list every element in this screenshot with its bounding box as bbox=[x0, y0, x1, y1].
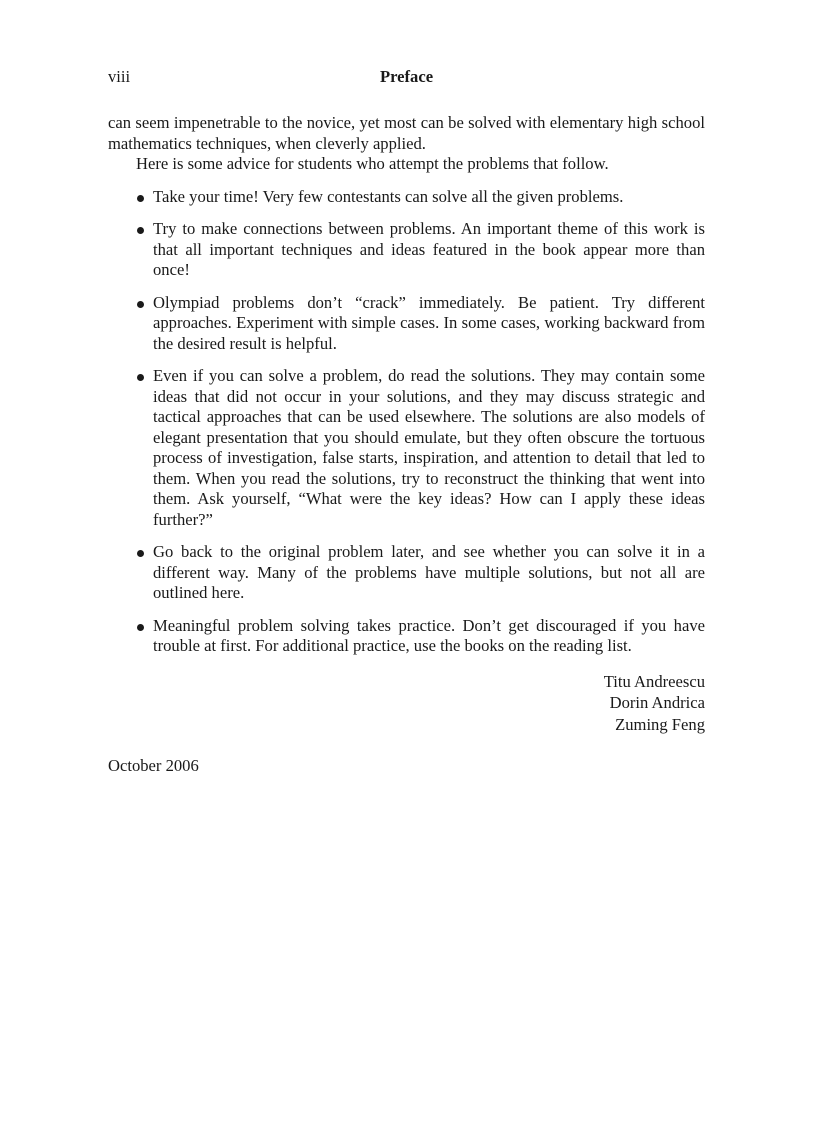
bullet-icon bbox=[137, 195, 144, 202]
advice-lead-paragraph: Here is some advice for students who attempt the problems that follow. bbox=[136, 154, 609, 173]
page-number: viii bbox=[108, 67, 131, 86]
advice-item bbox=[108, 187, 705, 208]
author-name: Titu Andreescu bbox=[603, 671, 705, 691]
bullet-icon bbox=[137, 374, 144, 381]
intro-continuation-paragraph: can seem impenetrable to the novice, yet most can be solved with elementary high school mathematics techniques, when cleverly applied. bbox=[108, 113, 705, 153]
advice-text: Meaningful problem solving takes practice. Don’t get discouraged if you have trouble at first. For additional practice, use the books on the reading list. bbox=[153, 615, 705, 655]
author-signatures bbox=[108, 671, 705, 736]
preface-page bbox=[108, 66, 705, 776]
author-name: Dorin Andrica bbox=[609, 693, 705, 712]
running-title: Preface bbox=[379, 67, 434, 86]
bullet-icon bbox=[137, 227, 144, 234]
author-name: Zuming Feng bbox=[615, 714, 705, 734]
bullet-icon bbox=[137, 550, 144, 557]
advice-item bbox=[108, 616, 705, 657]
advice-text: Go back to the original problem later, and see whether you can solve it in a different way. Many of the problems have multiple solutions, but not all are outlined here. bbox=[153, 542, 705, 602]
bullet-icon bbox=[137, 301, 144, 308]
advice-item bbox=[108, 293, 705, 355]
advice-list bbox=[108, 187, 705, 657]
bullet-icon bbox=[137, 624, 144, 631]
advice-text: Even if you can solve a problem, do read the solutions. They may contain some ideas that did not occur in your solutions, and they may discuss strategic and tactical approaches that can be used elsewhere. The solutions are also models of elegant presentation that you should emulate, but they often obscure the tortuous process of investigation, false starts, inspiration, and attention to detail that led to them. When you read the solutions, try to reconstruct the thinking that went into them. Ask yourself, “What were the key ideas? How can I apply these ideas further?” bbox=[153, 366, 705, 529]
preface-date: October 2006 bbox=[108, 756, 199, 775]
running-header bbox=[108, 66, 705, 88]
advice-text: Take your time! Very few contestants can solve all the given problems. bbox=[153, 186, 624, 206]
advice-text: Olympiad problems don’t “crack” immediately. Be patient. Try different approaches. Experiment with simple cases. In some cases, working backward from the desired result is helpful. bbox=[153, 292, 705, 353]
advice-item bbox=[108, 542, 705, 604]
advice-item bbox=[108, 219, 705, 281]
preface-body bbox=[108, 113, 705, 776]
advice-text: Try to make connections between problems. An important theme of this work is that all important techniques and ideas featured in the book appear more than once! bbox=[153, 219, 705, 279]
advice-item bbox=[108, 366, 705, 530]
